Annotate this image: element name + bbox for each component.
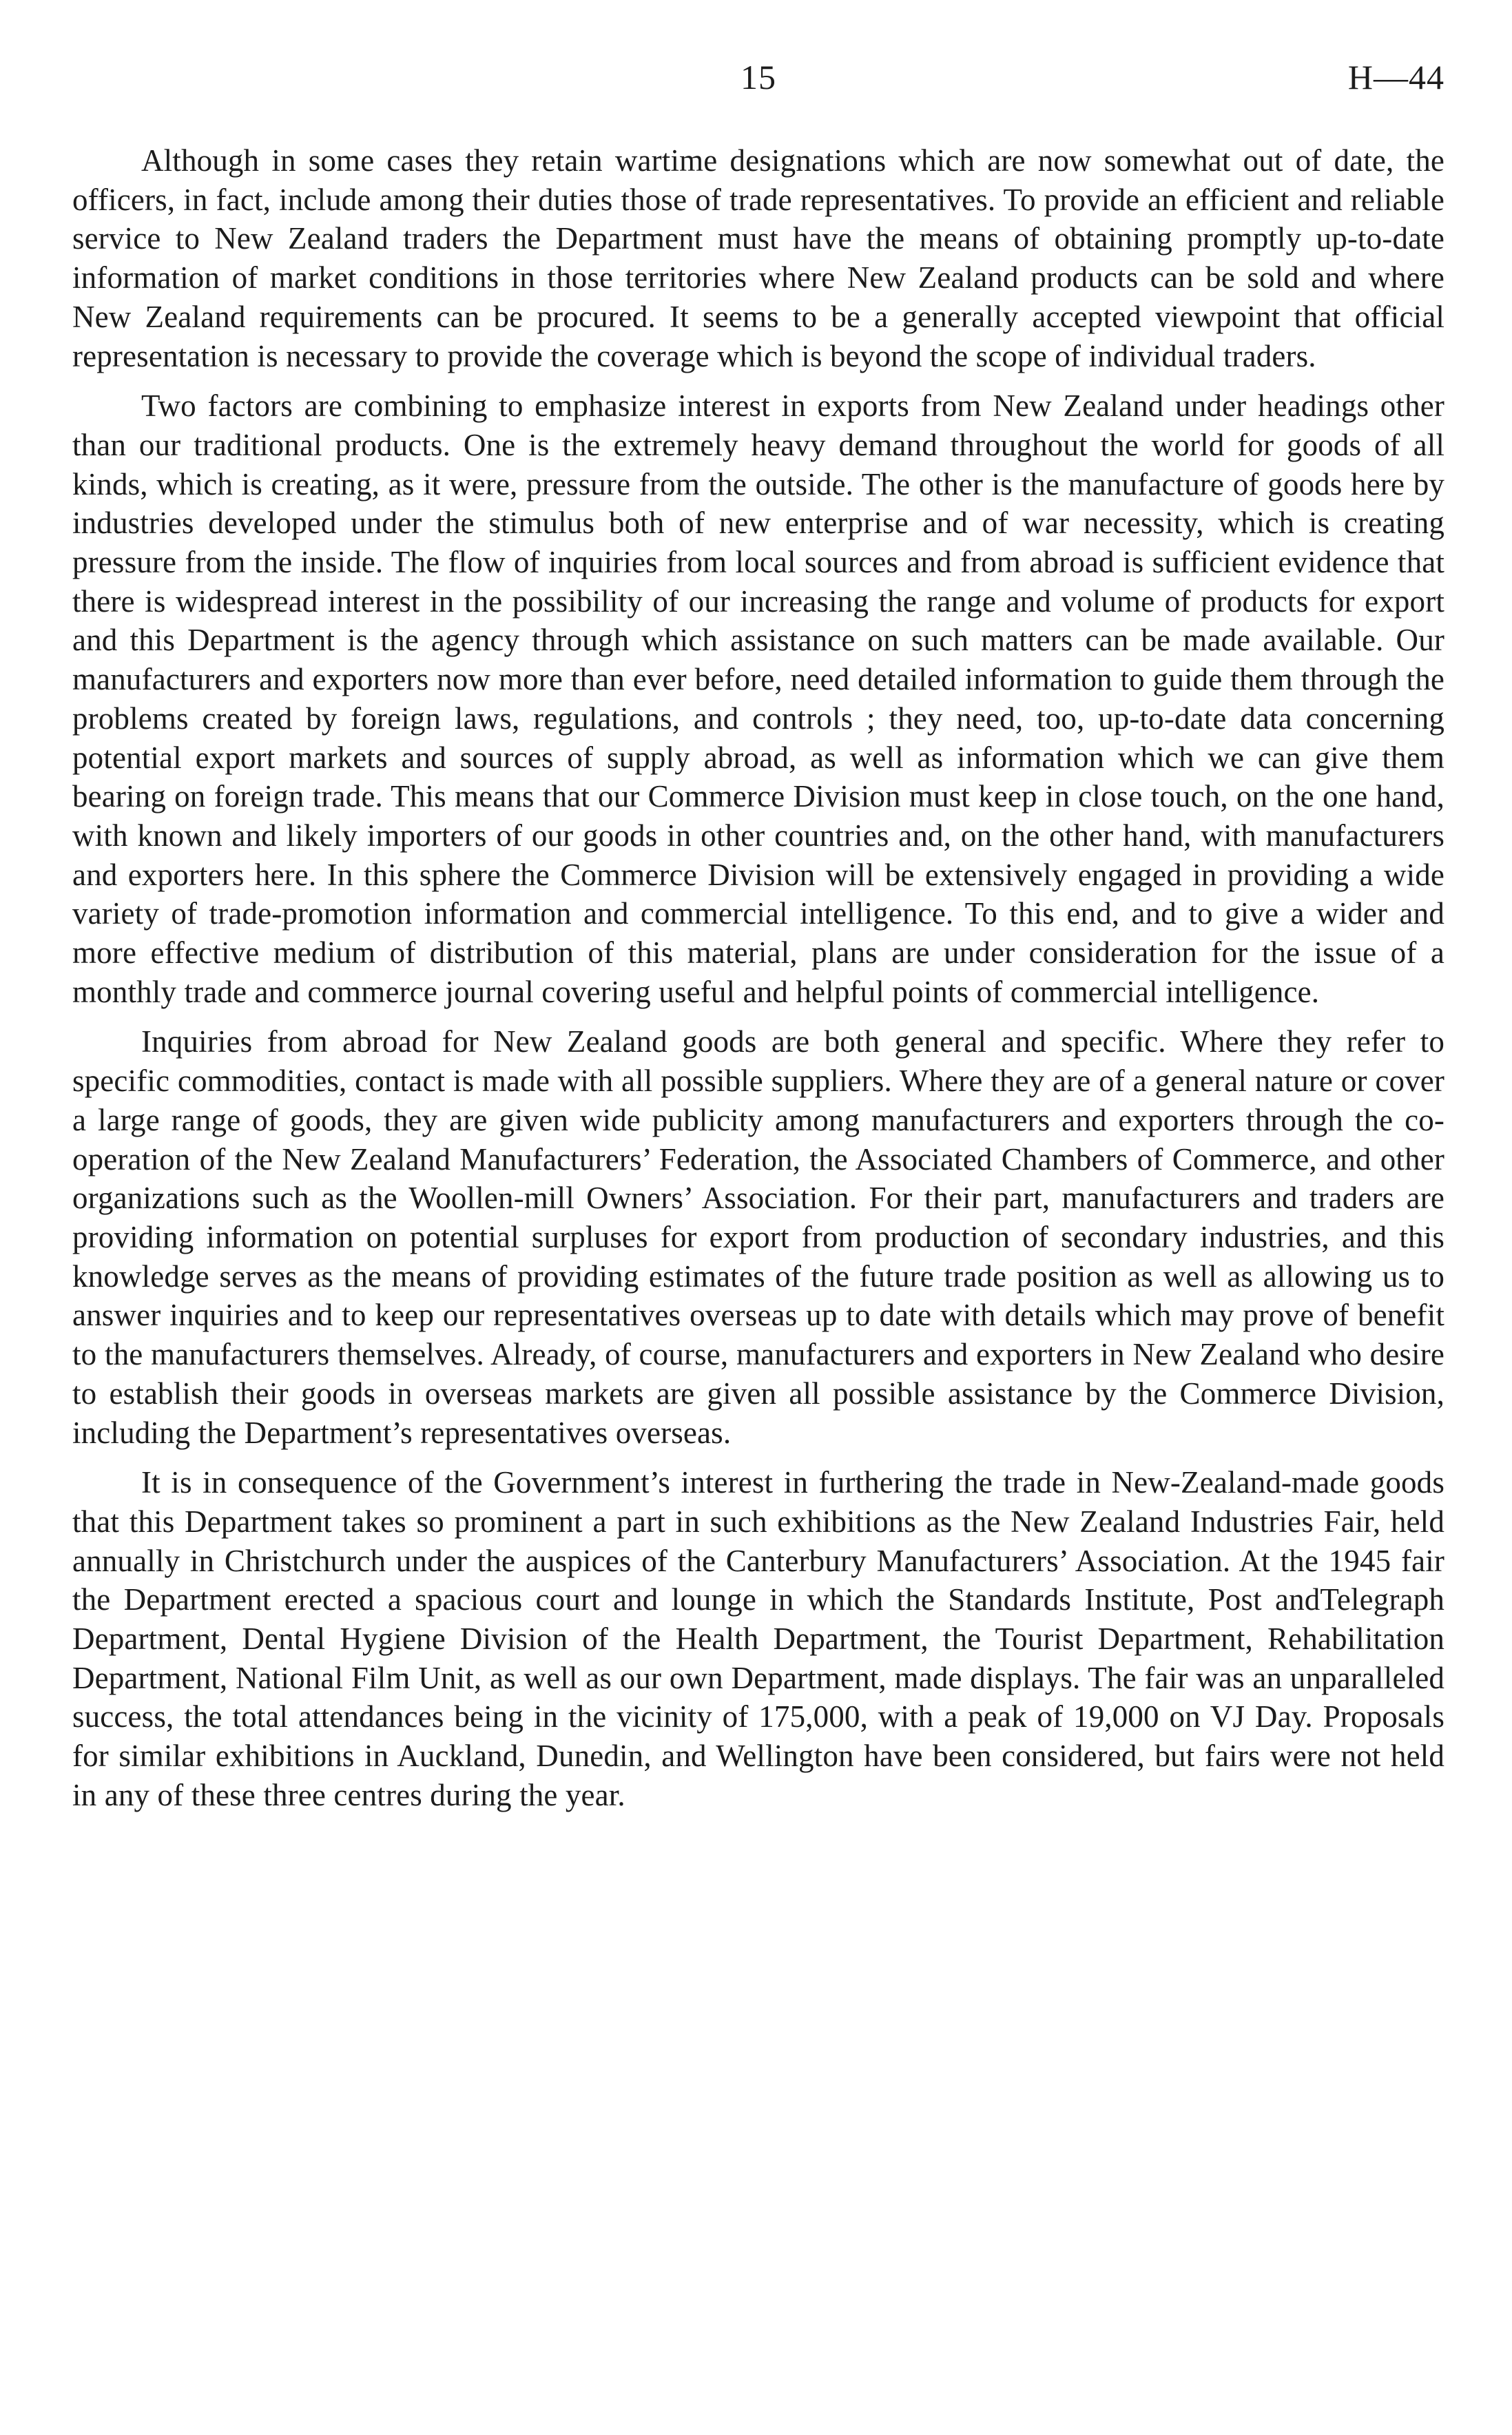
report-code: H—44 xyxy=(1347,58,1444,96)
page-number: 15 xyxy=(741,58,776,96)
paragraph-trade-representatives: Although in some cases they retain wartime designations which are now somewhat out of date, the officers, in fact, include among their duties those of trade representatives. To provide an efficient and reliable service to New Zealand traders the Department must have the means of obtaining promptly up-to-date information of market conditions in those territories where New Zealand products can be sold and where New Zealand requirements can be procured. It seems to be a generally accepted viewpoint that official representation is necessary to provide the coverage which is beyond the scope of individual traders. xyxy=(72,143,1444,373)
page-header xyxy=(72,50,1444,105)
body-text xyxy=(72,141,1444,1826)
paragraph-industries-fair: It is in consequence of the Government’s interest in furthering the trade in New-Zealand-made goods that this Department takes so prominent a part in such exhibitions as the New Zealand Industries Fair, held annually in Christchurch under the auspices of the Canterbury Manufacturers’ Association. At the 1945 fair the Department erected a spacious court and lounge in which the Standards Institute, Post andTelegraph Department, Dental Hygiene Division of the Health Department, the Tourist Department, Rehabilitation Department, National Film Unit, as well as our own Department, made displays. The fair was an unparalleled success, the total attendances being in the vicinity of 175,000, with a peak of 19,000 on VJ Day. Proposals for similar exhibitions in Auckland, Dunedin, and Wellington have been considered, but fairs were not held in any of these three centres during the year. xyxy=(72,1465,1444,1812)
paragraph-export-interest: Two factors are combining to emphasize interest in exports from New Zealand under headings other than our traditional products. One is the extremely heavy demand throughout the world for goods of all kinds, which is creating, as it were, pressure from the outside. The other is the manufacture of goods here by industries developed under the stimulus both of new enterprise and of war necessity, which is creating pressure from the inside. The flow of inquiries from local sources and from abroad is sufficient evidence that there is widespread interest in the possibility of our increasing the range and volume of products for export and this Department is the agency through which assistance on such matters can be made available. Our manufacturers and exporters now more than ever before, need detailed information to guide them through the problems created by foreign laws, regulations, and controls ; they need, too, up-to-date data concerning potential export markets and sources of supply abroad, as well as information which we can give them bearing on foreign trade. This means that our Commerce Division must keep in close touch, on the one hand, with known and likely importers of our goods in other countries and, on the other hand, with manufacturers and exporters here. In this sphere the Commerce Division will be extensively engaged in providing a wide variety of trade-promotion information and commercial intelligence. To this end, and to give a wider and more effective medium of distribution of this material, plans are under consideration for the issue of a monthly trade and commerce journal covering useful and helpful points of commercial intelligence. xyxy=(72,388,1444,1009)
paragraph-inquiries-abroad: Inquiries from abroad for New Zealand goods are both general and specific. Where they refer to specific commodities, contact is made with all possible suppliers. Where they are of a general nature or cover a large range of goods, they are given wide publicity among manufacturers and exporters through the co-operation of the New Zealand Manufacturers’ Federation, the Associated Chambers of Commerce, and other organizations such as the Woollen-mill Owners’ Association. For their part, manufacturers and traders are providing information on potential surpluses for export from production of secondary industries, and this knowledge serves as the means of providing estimates of the future trade position as well as allowing us to answer inquiries and to keep our representatives overseas up to date with details which may prove of benefit to the manufacturers themselves. Already, of course, manufacturers and exporters in New Zealand who desire to establish their goods in overseas markets are given all possible assistance by the Commerce Division, including the Department’s representatives overseas. xyxy=(72,1024,1444,1450)
